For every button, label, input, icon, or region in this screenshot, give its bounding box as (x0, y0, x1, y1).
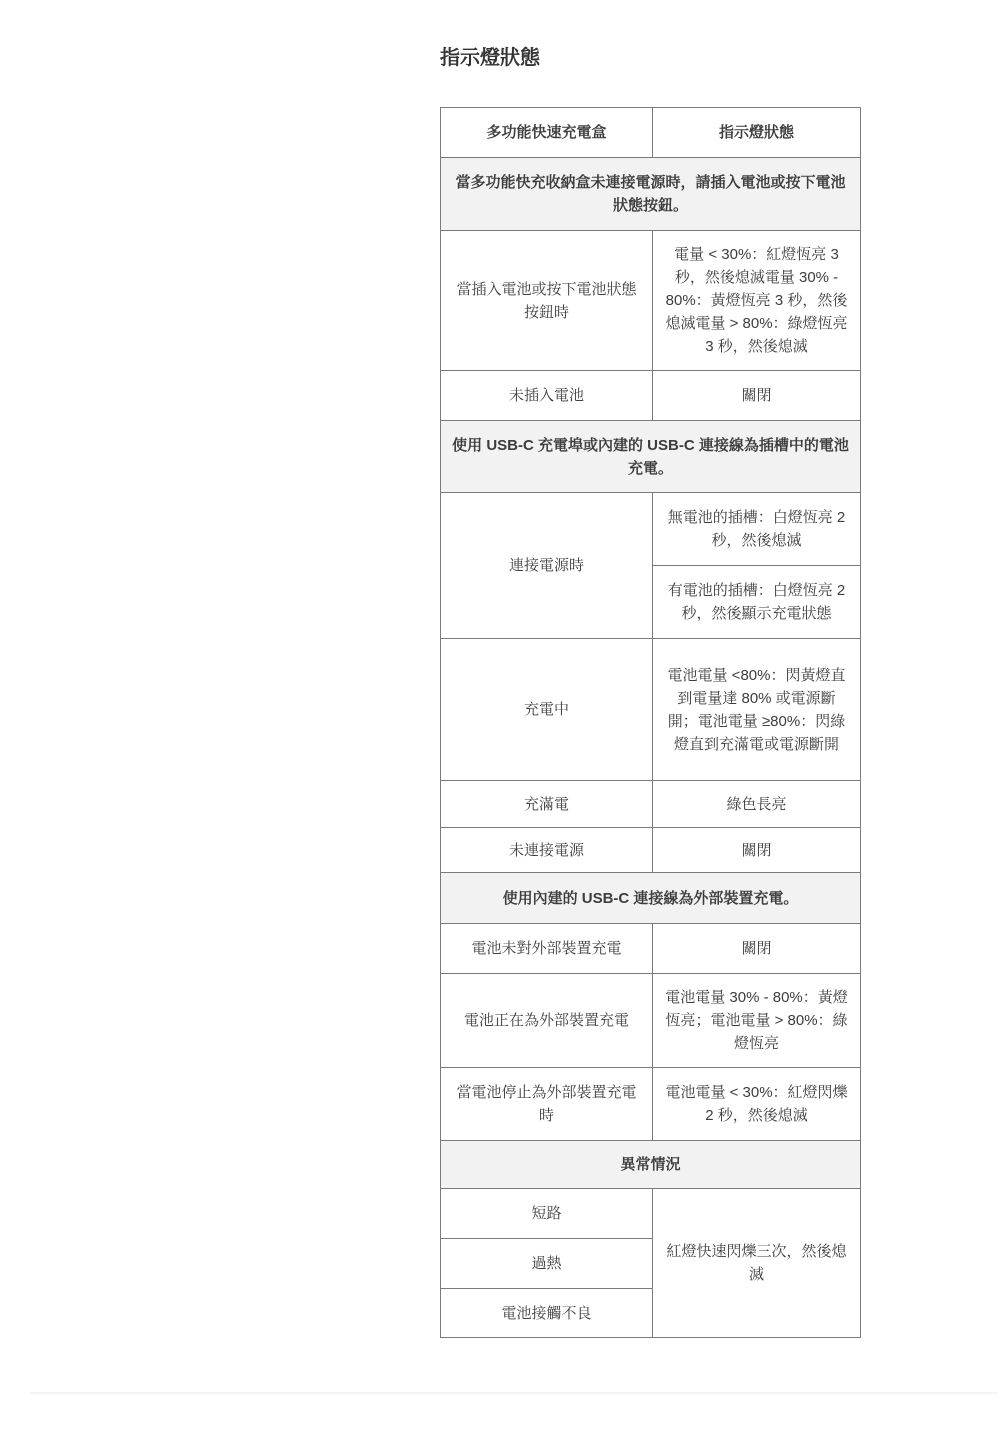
table-row-power-disconnected (441, 828, 861, 873)
cell-indicator-state: 無電池的插槽：白燈恆亮 2 秒，然後熄滅 (653, 493, 861, 566)
header-cell-indicator: 指示燈狀態 (653, 108, 861, 158)
header-cell-device: 多功能快速充電盒 (441, 108, 653, 158)
cell-device-state: 電池接觸不良 (441, 1289, 653, 1338)
section-cell: 當多功能快充收納盒未連接電源時，請插入電池或按下電池狀態按鈕。 (441, 158, 861, 231)
cell-indicator-state: 綠色長亮 (653, 781, 861, 828)
cell-device-state: 電池未對外部裝置充電 (441, 924, 653, 974)
table-row-fully-charged (441, 781, 861, 828)
section-cell: 異常情況 (441, 1141, 861, 1189)
table-row-stopped-charging-external (441, 1068, 861, 1141)
cell-device-state: 連接電源時 (441, 493, 653, 639)
cell-device-state: 過熱 (441, 1239, 653, 1289)
cell-device-state: 未連接電源 (441, 828, 653, 873)
table-row-power-connected-empty-slot (441, 493, 861, 566)
cell-indicator-state: 電池電量 < 30%：紅燈閃爍 2 秒，然後熄滅 (653, 1068, 861, 1141)
cell-device-state: 電池正在為外部裝置充電 (441, 974, 653, 1068)
cell-indicator-state: 關閉 (653, 828, 861, 873)
cell-device-state: 充滿電 (441, 781, 653, 828)
cell-device-state: 充電中 (441, 639, 653, 781)
cell-device-state: 未插入電池 (441, 371, 653, 421)
indicator-status-table (440, 107, 861, 1338)
cell-indicator-state: 電池電量 30% - 80%：黃燈恆亮；電池電量 > 80%：綠燈恆亮 (653, 974, 861, 1068)
page-title: 指示燈狀態 (440, 47, 540, 69)
cell-device-state: 當電池停止為外部裝置充電時 (441, 1068, 653, 1141)
table-row-short-circuit (441, 1189, 861, 1239)
cell-device-state: 當插入電池或按下電池狀態按鈕時 (441, 231, 653, 371)
cell-indicator-state: 有電池的插槽：白燈恆亮 2 秒，然後顯示充電狀態 (653, 566, 861, 639)
section-row-abnormal (441, 1141, 861, 1189)
cell-indicator-state: 關閉 (653, 371, 861, 421)
table-row-charging (441, 639, 861, 781)
cell-indicator-state: 關閉 (653, 924, 861, 974)
table-row-charging-external (441, 974, 861, 1068)
footer-divider (30, 1392, 997, 1394)
section-cell: 使用內建的 USB-C 連接線為外部裝置充電。 (441, 873, 861, 924)
section-cell: 使用 USB-C 充電埠或內建的 USB-C 連接線為插槽中的電池充電。 (441, 421, 861, 493)
table-row-no-battery (441, 371, 861, 421)
table-row-not-charging-external (441, 924, 861, 974)
table-row-insert-battery (441, 231, 861, 371)
cell-device-state: 短路 (441, 1189, 653, 1239)
cell-indicator-state: 電池電量 <80%：閃黃燈直到電量達 80% 或電源斷開；電池電量 ≥80%：閃綠燈直到充滿電或電源斷開 (653, 639, 861, 781)
section-row-external-charging-note (441, 873, 861, 924)
section-row-unpowered-note (441, 158, 861, 231)
cell-indicator-state: 電量 < 30%：紅燈恆亮 3 秒，然後熄滅電量 30% - 80%：黃燈恆亮 3 秒，然後熄滅電量 > 80%：綠燈恆亮 3 秒，然後熄滅 (653, 231, 861, 371)
table-header-row (441, 108, 861, 158)
section-row-usbc-slot-charging-note (441, 421, 861, 493)
cell-indicator-state: 紅燈快速閃爍三次，然後熄滅 (653, 1189, 861, 1338)
